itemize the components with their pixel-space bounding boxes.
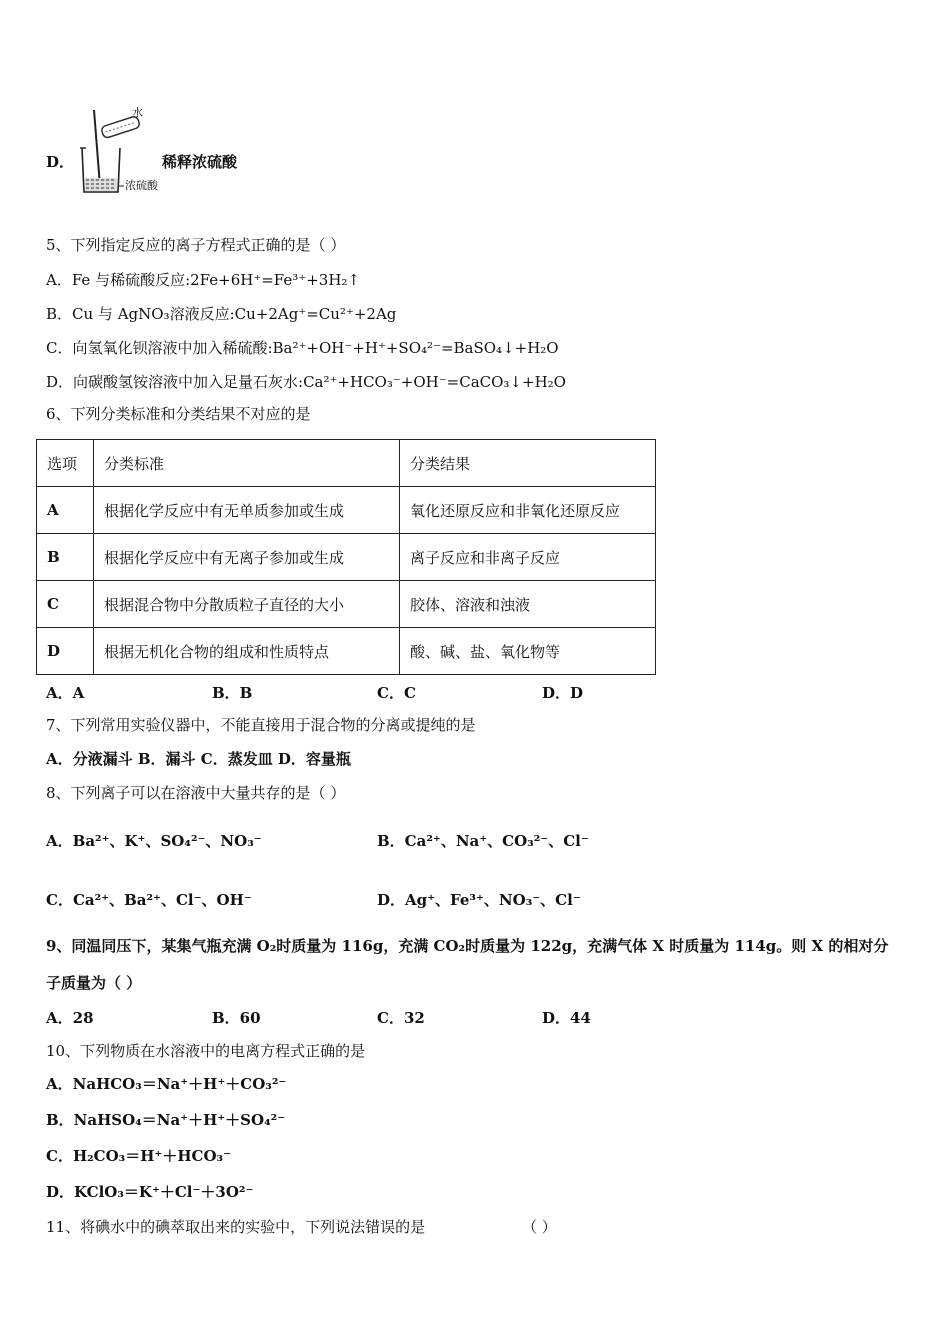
table-cell: 根据无机化合物的组成和性质特点 (94, 628, 400, 675)
table-cell: D (37, 628, 94, 675)
q6-option-b: B．B (212, 684, 253, 702)
table-header: 选项 (37, 440, 94, 487)
table-row (37, 581, 656, 628)
q5-stem: 5、下列指定反应的离子方程式正确的是（ ） (46, 236, 346, 254)
acid-label: 浓硫酸 (125, 179, 158, 192)
q6-option-c: C．C (377, 684, 416, 702)
table-cell: 根据化学反应中有无单质参加或生成 (94, 487, 400, 534)
table-header-row (37, 440, 656, 487)
q10-option-a: A．NaHCO₃＝Na⁺＋H⁺＋CO₃²⁻ (46, 1075, 287, 1093)
q9-stem-line1: 9、同温同压下，某集气瓶充满 O₂时质量为 116g，充满 CO₂时质量为 122g，充满气体 X 时质量为 114g。则 X 的相对分 (46, 937, 889, 955)
table-header: 分类结果 (400, 440, 656, 487)
table-cell: 氧化还原反应和非氧化还原反应 (400, 487, 656, 534)
q5-option-a: A．Fe 与稀硫酸反应:2Fe+6H⁺=Fe³⁺+3H₂↑ (46, 271, 360, 289)
q4-option-d-caption: 稀释浓硫酸 (162, 153, 238, 171)
q9-option-b: B．60 (212, 1009, 261, 1027)
q9-option-a: A．28 (46, 1009, 94, 1027)
q6-stem: 6、下列分类标准和分类结果不对应的是 (46, 405, 311, 423)
table-cell: 酸、碱、盐、氧化物等 (400, 628, 656, 675)
q9-option-c: C．32 (377, 1009, 425, 1027)
q8-option-b: B．Ca²⁺、Na⁺、CO₃²⁻、Cl⁻ (377, 832, 589, 850)
q8-option-a: A．Ba²⁺、K⁺、SO₄²⁻、NO₃⁻ (46, 832, 262, 850)
table-header: 分类标准 (94, 440, 400, 487)
table-row (37, 487, 656, 534)
q9-option-d: D．44 (542, 1009, 591, 1027)
q7-stem: 7、下列常用实验仪器中，不能直接用于混合物的分离或提纯的是 (46, 716, 476, 734)
table-cell: 离子反应和非离子反应 (400, 534, 656, 581)
table-cell: A (37, 487, 94, 534)
q4-option-d-label: D． (46, 153, 75, 171)
q6-option-d: D．D (542, 684, 584, 702)
table-cell: 根据化学反应中有无离子参加或生成 (94, 534, 400, 581)
q8-option-c: C．Ca²⁺、Ba²⁺、Cl⁻、OH⁻ (46, 891, 252, 909)
table-cell: 根据混合物中分散质粒子直径的大小 (94, 581, 400, 628)
q9-stem-line2: 子质量为（ ） (46, 974, 142, 992)
q10-option-c: C．H₂CO₃＝H⁺＋HCO₃⁻ (46, 1147, 232, 1165)
classification-table (36, 439, 656, 675)
q5-option-c: C．向氢氧化钡溶液中加入稀硫酸:Ba²⁺+OH⁻+H⁺+SO₄²⁻=BaSO₄↓+H₂O (46, 339, 559, 357)
table-row (37, 534, 656, 581)
table-row (37, 628, 656, 675)
table-cell: B (37, 534, 94, 581)
q6-option-a: A．A (46, 684, 85, 702)
q8-option-d: D．Ag⁺、Fe³⁺、NO₃⁻、Cl⁻ (377, 891, 581, 909)
q10-stem: 10、下列物质在水溶液中的电离方程式正确的是 (46, 1042, 366, 1060)
q10-option-d: D．KClO₃＝K⁺＋Cl⁻＋3O²⁻ (46, 1183, 254, 1201)
q7-options: A．分液漏斗 B．漏斗 C．蒸发皿 D．容量瓶 (46, 750, 351, 768)
q11-stem: 11、将碘水中的碘萃取出来的实验中，下列说法错误的是 (46, 1218, 426, 1236)
water-label: 水 (132, 106, 143, 119)
q10-option-b: B．NaHSO₄＝Na⁺＋H⁺＋SO₄²⁻ (46, 1111, 286, 1129)
table-cell: 胶体、溶液和浊液 (400, 581, 656, 628)
q11-answer-paren: （ ） (522, 1218, 557, 1236)
table-cell: C (37, 581, 94, 628)
q8-stem: 8、下列离子可以在溶液中大量共存的是（ ） (46, 784, 346, 802)
q5-option-d: D．向碳酸氢铵溶液中加入足量石灰水:Ca²⁺+HCO₃⁻+OH⁻=CaCO₃↓+H₂O (46, 373, 566, 391)
q5-option-b: B．Cu 与 AgNO₃溶液反应:Cu+2Ag⁺=Cu²⁺+2Ag (46, 305, 397, 323)
